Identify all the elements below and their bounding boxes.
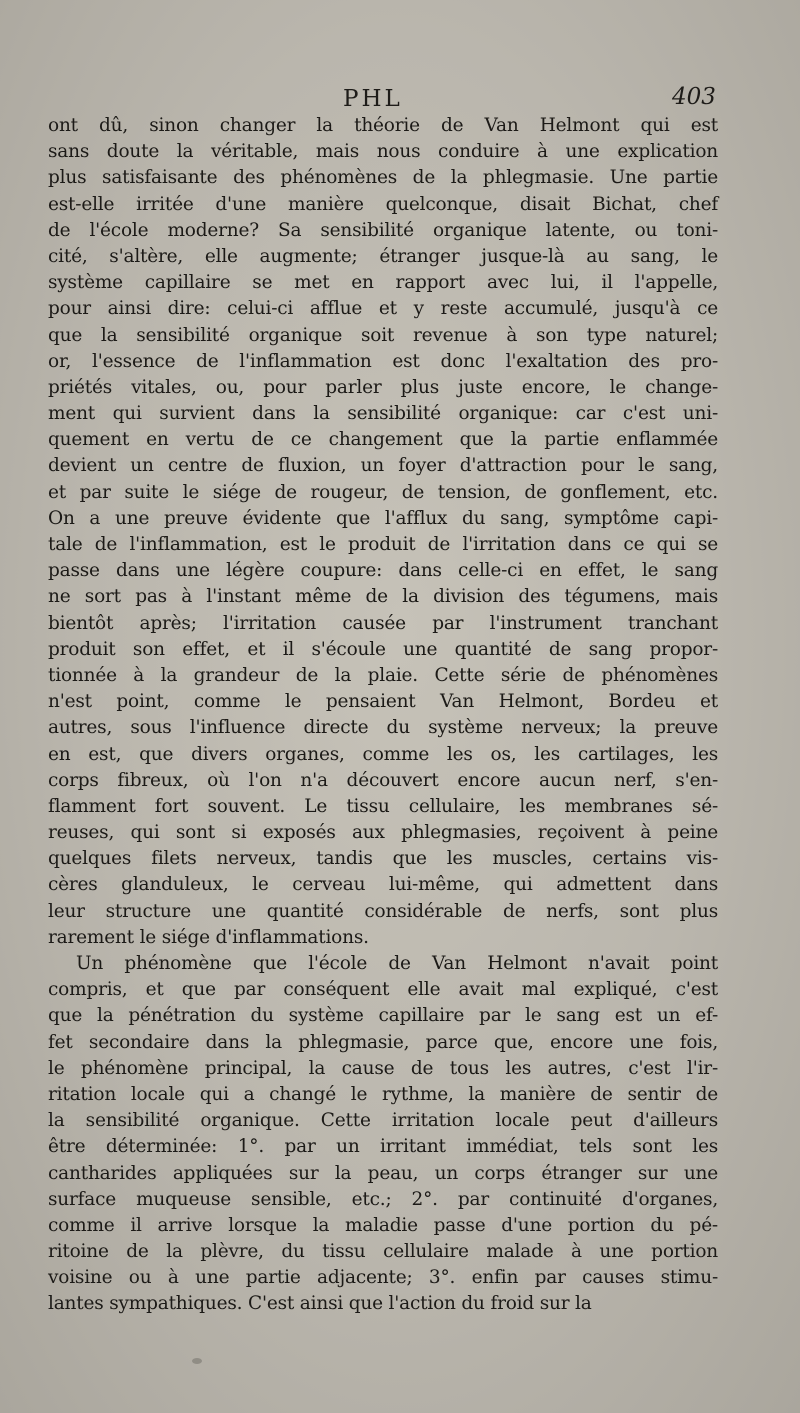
- text-line: compris, et que par conséquent elle avait mal expliqué, c'est: [48, 979, 718, 1001]
- text-line: bientôt après; l'irritation causée par l'instrument tranchant: [48, 612, 718, 634]
- text-line: autres, sous l'influence directe du système nerveux; la preuve: [48, 717, 718, 739]
- text-line: le phénomène principal, la cause de tous les autres, c'est l'ir-: [48, 1057, 718, 1079]
- text-line: sans doute la véritable, mais nous conduire à une explication: [48, 141, 718, 163]
- running-head: [0, 86, 800, 116]
- text-line: passe dans une légère coupure: dans celle-ci en effet, le sang: [48, 560, 718, 582]
- text-line: et par suite le siége de rougeur, de tension, de gonflement, etc.: [48, 481, 718, 503]
- text-line: la sensibilité organique. Cette irritation locale peut d'ailleurs: [48, 1110, 718, 1132]
- text-line: système capillaire se met en rapport avec lui, il l'appelle,: [48, 272, 718, 294]
- text-line: n'est point, comme le pensaient Van Helmont, Bordeu et: [48, 691, 718, 713]
- text-line: cères glanduleux, le cerveau lui-même, qui admettent dans: [48, 874, 718, 896]
- paragraph: [48, 113, 718, 951]
- text-line: produit son effet, et il s'écoule une quantité de sang propor-: [48, 638, 718, 660]
- text-line: cité, s'altère, elle augmente; étranger jusque-là au sang, le: [48, 245, 718, 267]
- text-line: que la pénétration du système capillaire par le sang est un ef-: [48, 1005, 718, 1027]
- text-line: Un phénomène que l'école de Van Helmont n'avait point: [76, 953, 718, 974]
- text-line: flamment fort souvent. Le tissu cellulaire, les membranes sé-: [48, 795, 718, 817]
- text-line: comme il arrive lorsque la maladie passe d'une portion du pé-: [48, 1214, 718, 1236]
- text-line: lantes sympathiques. C'est ainsi que l'action du froid sur la: [48, 1293, 592, 1315]
- body-text: [48, 113, 718, 1318]
- text-line: tionnée à la grandeur de la plaie. Cette série de phénomènes: [48, 664, 718, 686]
- text-line: corps fibreux, où l'on n'a découvert encore aucun nerf, s'en-: [48, 769, 718, 791]
- text-line: que la sensibilité organique soit revenue à son type naturel;: [48, 324, 718, 346]
- text-line: ritoine de la plèvre, du tissu cellulaire malade à une portion: [48, 1241, 718, 1263]
- text-line: surface muqueuse sensible, etc.; 2°. par continuité d'organes,: [48, 1188, 718, 1210]
- text-line: ont dû, sinon changer la théorie de Van Helmont qui est: [48, 115, 718, 136]
- text-line: rarement le siége d'inflammations.: [48, 926, 369, 948]
- text-line: voisine ou à une partie adjacente; 3°. enfin par causes stimu-: [48, 1267, 718, 1289]
- text-line: On a une preuve évidente que l'afflux du sang, symptôme capi-: [48, 507, 718, 529]
- text-line: quement en vertu de ce changement que la partie enflammée: [48, 429, 718, 451]
- text-line: ment qui survient dans la sensibilité organique: car c'est uni-: [48, 403, 718, 425]
- text-line: plus satisfaisante des phénomènes de la phlegmasie. Une partie: [48, 167, 718, 189]
- running-title: PHL: [343, 86, 403, 112]
- paragraph: [48, 951, 718, 1318]
- text-line: est-elle irritée d'une manière quelconque, disait Bichat, chef: [48, 193, 718, 215]
- text-line: de l'école moderne? Sa sensibilité organique latente, ou toni-: [48, 219, 718, 241]
- text-line: pour ainsi dire: celui-ci afflue et y reste accumulé, jusqu'à ce: [48, 298, 718, 320]
- text-line: cantharides appliquées sur la peau, un corps étranger sur une: [48, 1162, 718, 1184]
- text-line: or, l'essence de l'inflammation est donc l'exaltation des pro-: [48, 350, 718, 372]
- text-line: fet secondaire dans la phlegmasie, parce que, encore une fois,: [48, 1031, 718, 1053]
- text-line: tale de l'inflammation, est le produit de l'irritation dans ce qui se: [48, 534, 718, 555]
- text-line: ne sort pas à l'instant même de la division des tégumens, mais: [48, 586, 718, 608]
- text-line: devient un centre de fluxion, un foyer d'attraction pour le sang,: [48, 455, 718, 477]
- text-line: reuses, qui sont si exposés aux phlegmasies, reçoivent à peine: [48, 822, 718, 844]
- page-number: 403: [672, 84, 716, 110]
- text-line: priétés vitales, ou, pour parler plus juste encore, le change-: [48, 376, 718, 398]
- text-line: quelques filets nerveux, tandis que les muscles, certains vis-: [48, 848, 718, 870]
- text-line: être déterminée: 1°. par un irritant immédiat, tels sont les: [48, 1136, 718, 1158]
- text-line: leur structure une quantité considérable de nerfs, sont plus: [48, 900, 718, 922]
- text-line: ritation locale qui a changé le rythme, la manière de sentir de: [48, 1083, 718, 1105]
- text-line: en est, que divers organes, comme les os, les cartilages, les: [48, 743, 718, 765]
- paper-spot: [192, 1358, 202, 1364]
